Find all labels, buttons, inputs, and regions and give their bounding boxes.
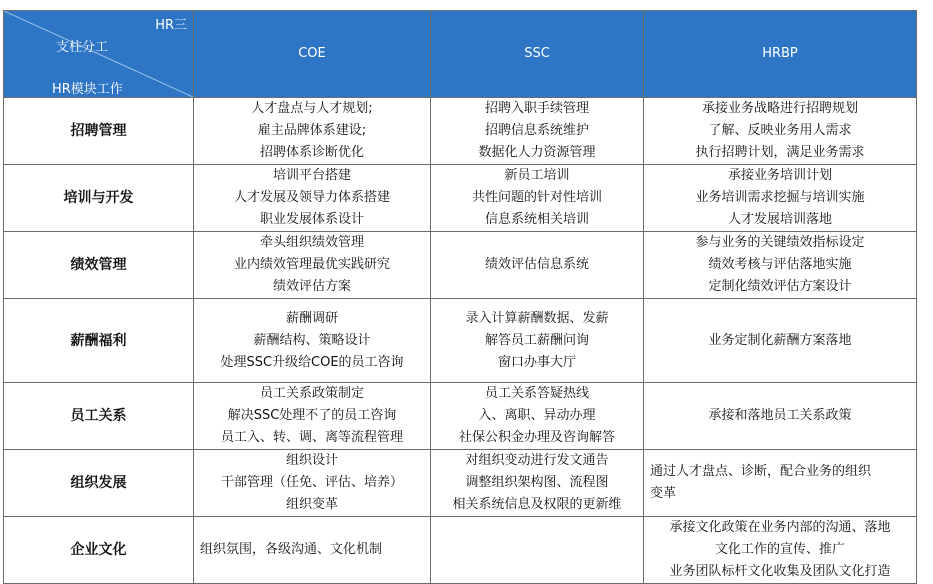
table-row xyxy=(4,299,917,383)
row-header: 薪酬福利 xyxy=(4,299,194,383)
cell-line: 对组织变动进行发文通告 xyxy=(465,453,609,468)
cell-hrbp xyxy=(644,299,917,383)
cell-line: 招聘体系诊断优化 xyxy=(259,145,364,160)
cell-line: 处理SSC升级给COE的员工咨询 xyxy=(220,354,404,370)
cell-line: 文化工作的宣传、推广 xyxy=(714,542,845,557)
cell-line: 绩效考核与评估落地实施 xyxy=(708,257,852,272)
cell-line: 人才发展培训落地 xyxy=(727,212,832,227)
cell-hrbp xyxy=(644,517,917,584)
cell-line: 干部管理（任免、评估、培养） xyxy=(220,475,403,490)
cell-line: 薪酬调研 xyxy=(285,310,338,326)
cell-line: 绩效评估方案 xyxy=(272,279,351,294)
cell-line: 业务培训需求挖掘与培训实施 xyxy=(695,190,865,205)
row-header: 培训与开发 xyxy=(4,165,194,232)
cell-line: 新员工培训 xyxy=(504,168,570,183)
cell-line: 执行招聘计划，满足业务需求 xyxy=(695,145,865,160)
cell-line: 承接和落地员工关系政策 xyxy=(708,408,852,423)
cell-line: 承接业务培训计划 xyxy=(727,168,832,183)
cell-line: 绩效评估信息系统 xyxy=(484,257,589,272)
hr-pillars-table xyxy=(3,10,917,584)
cell-hrbp xyxy=(644,232,917,299)
cell-ssc xyxy=(431,450,644,517)
cell-line: 组织设计 xyxy=(285,453,338,468)
cell-line: 业务团队标杆文化收集及团队文化打造 xyxy=(669,564,891,579)
cell-line: 入、离职、异动办理 xyxy=(478,408,596,423)
cell-ssc xyxy=(431,165,644,232)
cell-line: 员工入、转、调、离等流程管理 xyxy=(220,430,403,445)
cell-line: 信息系统相关培训 xyxy=(484,212,589,227)
cell-line: 雇主品牌体系建设; xyxy=(257,123,367,138)
cell-line: 招聘入职手续管理 xyxy=(484,101,589,116)
table-row xyxy=(4,232,917,299)
cell-ssc xyxy=(431,517,644,584)
cell-hrbp xyxy=(644,450,917,517)
header-row xyxy=(4,11,917,98)
row-header: 组织发展 xyxy=(4,450,194,517)
row-header: 企业文化 xyxy=(4,517,194,584)
cell-line: 人才盘点与人才规划; xyxy=(251,101,373,116)
cell-line: 解决SSC处理不了的员工咨询 xyxy=(227,408,397,423)
cell-ssc xyxy=(431,383,644,450)
corner-label-top: HR三 xyxy=(155,18,187,33)
cell-ssc xyxy=(431,98,644,165)
cell-coe xyxy=(194,383,431,450)
table-row xyxy=(4,450,917,517)
cell-line: 薪酬结构、策略设计 xyxy=(253,332,371,348)
cell-coe xyxy=(194,98,431,165)
cell-hrbp xyxy=(644,98,917,165)
cell-line: 共性问题的针对性培训 xyxy=(471,190,602,205)
cell-ssc xyxy=(431,299,644,383)
column-header-coe: COE xyxy=(194,11,431,98)
cell-line: 承接业务战略进行招聘规划 xyxy=(701,101,858,116)
cell-line: 相关系统信息及权限的更新维 xyxy=(452,497,622,512)
cell-hrbp xyxy=(644,165,917,232)
cell-line: 牵头组织绩效管理 xyxy=(259,235,364,250)
cell-line: 数据化人力资源管理 xyxy=(478,145,596,160)
cell-line: 解答员工薪酬问询 xyxy=(484,332,589,348)
cell-line: 通过人才盘点、诊断，配合业务的组织 xyxy=(650,464,872,479)
hr-pillars-table-container xyxy=(3,10,916,584)
cell-line: 培训平台搭建 xyxy=(272,168,351,183)
cell-line: 业内绩效管理最优实践研究 xyxy=(233,257,390,272)
cell-line: 招聘信息系统维护 xyxy=(484,123,589,138)
cell-line: 组织变革 xyxy=(285,497,338,512)
cell-hrbp xyxy=(644,383,917,450)
cell-coe xyxy=(194,299,431,383)
cell-ssc xyxy=(431,232,644,299)
row-header: 招聘管理 xyxy=(4,98,194,165)
column-header-hrbp: HRBP xyxy=(644,11,917,98)
corner-header-cell xyxy=(4,11,194,98)
cell-coe xyxy=(194,450,431,517)
column-header-ssc: SSC xyxy=(431,11,644,98)
cell-line: 职业发展体系设计 xyxy=(259,212,364,227)
cell-coe xyxy=(194,517,431,584)
cell-line: 人才发展及领导力体系搭建 xyxy=(233,190,390,205)
cell-coe xyxy=(194,232,431,299)
cell-line: 员工关系答疑热线 xyxy=(484,386,589,401)
cell-line: 定制化绩效评估方案设计 xyxy=(708,279,852,294)
cell-coe xyxy=(194,165,431,232)
cell-line: 业务定制化薪酬方案落地 xyxy=(708,332,852,348)
cell-line: 调整组织架构图、流程图 xyxy=(465,475,609,490)
table-row xyxy=(4,383,917,450)
cell-line: 组织氛围，各级沟通、文化机制 xyxy=(200,542,383,557)
row-header: 员工关系 xyxy=(4,383,194,450)
table-row xyxy=(4,98,917,165)
corner-label-mid: 支柱分工 xyxy=(56,40,109,55)
cell-line: 窗口办事大厅 xyxy=(497,354,576,370)
cell-line: 参与业务的关键绩效指标设定 xyxy=(695,235,865,250)
cell-line: 承接文化政策在业务内部的沟通、落地 xyxy=(669,520,891,535)
cell-line: 录入计算薪酬数据、发薪 xyxy=(465,310,609,326)
row-header: 绩效管理 xyxy=(4,232,194,299)
table-row xyxy=(4,517,917,584)
cell-line: 员工关系政策制定 xyxy=(259,386,364,401)
cell-line: 社保公积金办理及咨询解答 xyxy=(458,430,615,445)
cell-line: 了解、反映业务用人需求 xyxy=(708,123,852,138)
cell-line: 变革 xyxy=(650,486,677,501)
table-row xyxy=(4,165,917,232)
corner-label-bottom: HR模块工作 xyxy=(52,82,123,97)
table-body xyxy=(4,98,917,584)
